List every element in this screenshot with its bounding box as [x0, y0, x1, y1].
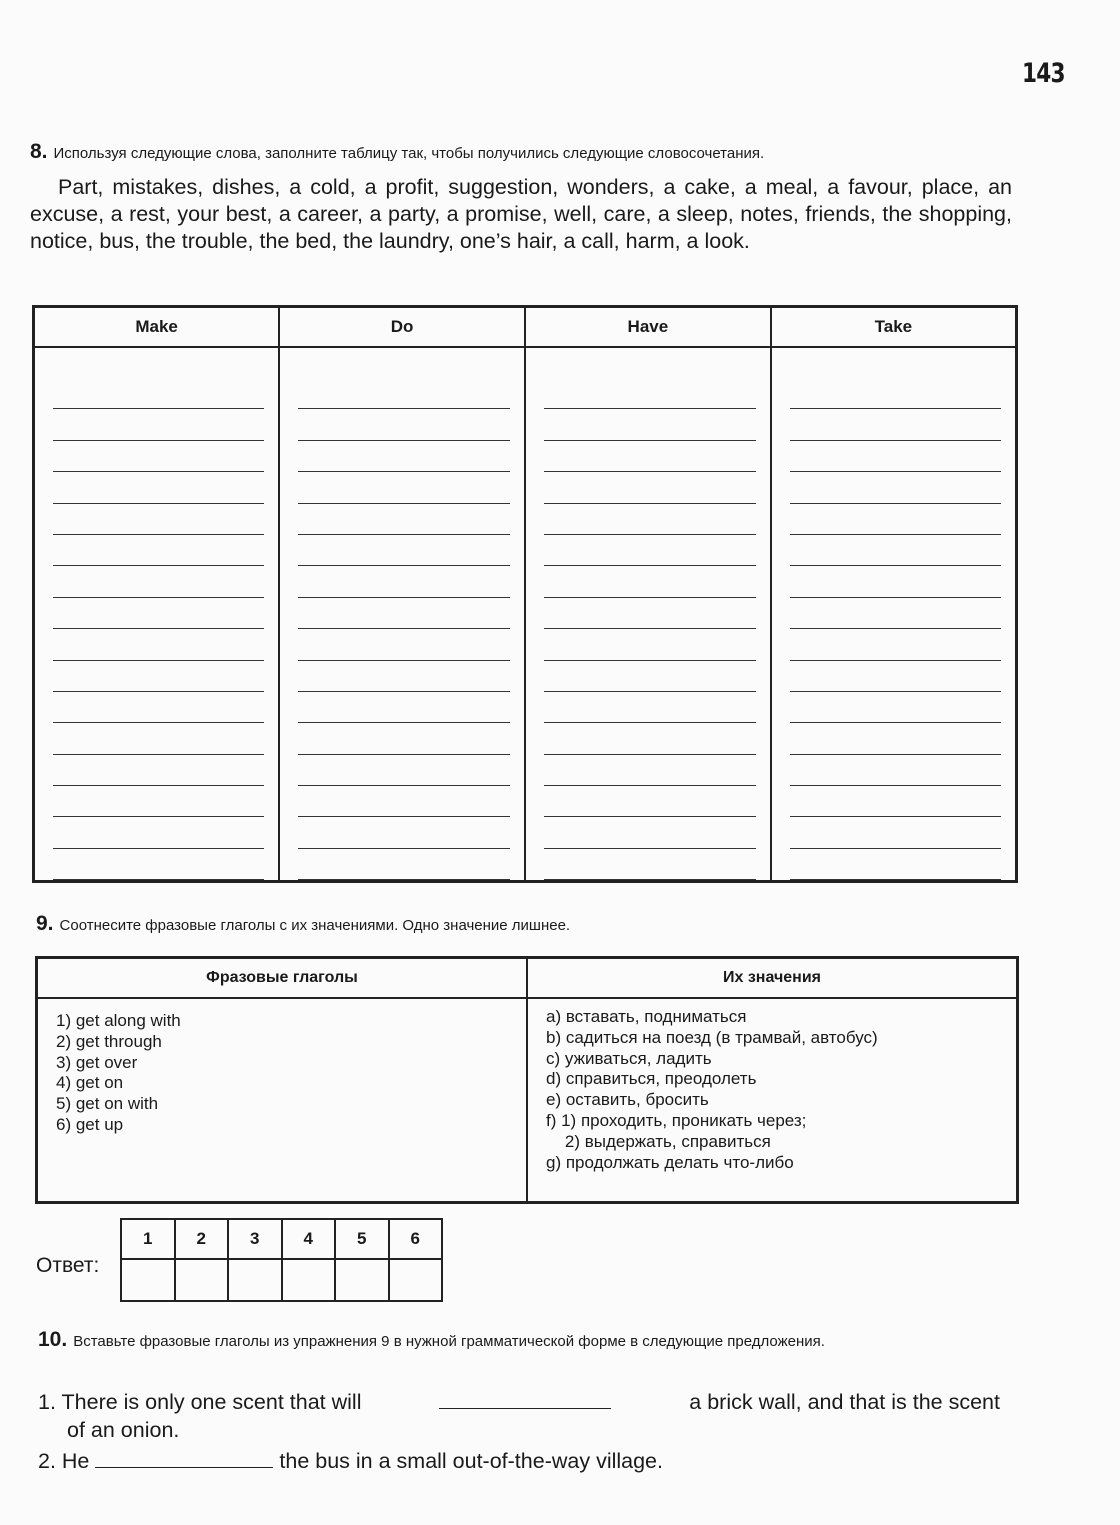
task9-instruction: Соотнесите фразовые глаголы с их значениями. Одно значение лишнее. — [59, 917, 571, 934]
answer-line[interactable] — [790, 817, 1001, 848]
answer-line[interactable] — [790, 472, 1001, 503]
verb-item: 3) get over — [56, 1052, 138, 1072]
answer-col-header: 2 — [175, 1219, 229, 1259]
verb-item: 1) get along with — [56, 1011, 181, 1030]
column-make: Make — [34, 307, 280, 348]
answer-line[interactable] — [53, 441, 264, 472]
answer-line[interactable] — [53, 692, 264, 723]
answer-line[interactable] — [53, 535, 264, 566]
answer-line[interactable] — [544, 723, 756, 754]
answer-grid — [120, 1218, 443, 1302]
task9-heading — [36, 912, 570, 936]
answer-lines — [280, 348, 524, 880]
page-number: 143 — [1022, 58, 1065, 89]
answer-line[interactable] — [544, 472, 756, 503]
answer-cell[interactable] — [335, 1259, 389, 1301]
answer-line[interactable] — [298, 598, 510, 629]
answer-line[interactable] — [790, 441, 1001, 472]
collocation-table — [32, 305, 1018, 883]
verb-item: 4) get on — [56, 1073, 124, 1093]
task9-number: 9. — [36, 912, 54, 935]
meaning-item: a) вставать, подниматься — [546, 1007, 747, 1026]
do-answer-cell[interactable] — [279, 347, 525, 882]
answer-line[interactable] — [544, 786, 756, 817]
answer-line[interactable] — [53, 504, 264, 535]
take-answer-cell[interactable] — [771, 347, 1017, 882]
answer-line[interactable] — [53, 566, 264, 597]
answer-line[interactable] — [544, 692, 756, 723]
sentence-1-start: 1. There is only one scent that will — [38, 1390, 362, 1414]
answer-line[interactable] — [298, 409, 510, 440]
answer-line[interactable] — [790, 566, 1001, 597]
answer-cell[interactable] — [389, 1259, 443, 1301]
answer-line[interactable] — [544, 441, 756, 472]
answer-line[interactable] — [53, 755, 264, 786]
answer-line[interactable] — [298, 723, 510, 754]
answer-cell[interactable] — [121, 1259, 175, 1301]
meanings-cell — [527, 998, 1018, 1203]
meaning-item: d) справиться, преодолеть — [546, 1069, 757, 1089]
answer-line[interactable] — [790, 504, 1001, 535]
verb-item: 5) get on with — [56, 1094, 159, 1114]
column-take: Take — [771, 307, 1017, 348]
sentence-2-start: 2. He — [38, 1449, 90, 1473]
answer-line[interactable] — [53, 661, 264, 692]
sentence-2 — [38, 1447, 663, 1475]
task8-number: 8. — [30, 140, 48, 163]
answer-cell[interactable] — [175, 1259, 229, 1301]
blank-1[interactable] — [439, 1392, 611, 1409]
answer-line[interactable] — [298, 441, 510, 472]
meaning-item: e) оставить, бросить — [546, 1090, 709, 1110]
answer-line[interactable] — [53, 817, 264, 848]
answer-line[interactable] — [544, 378, 756, 409]
word-list: Part, mistakes, dishes, a cold, a profit, suggestion, wonders, a cake, a meal, a favour, place, an excuse, a rest, your best, a career, a party, a promise, well, care, a sleep, notes, friends, the shopping, notice, bus, the trouble, the bed, the laundry, one’s hair, a call, harm, a look. — [30, 175, 1012, 253]
task8-instruction: Используя следующие слова, заполните таблицу так, чтобы получились следующие словосочетания. — [53, 145, 765, 162]
answer-line[interactable] — [544, 535, 756, 566]
column-do: Do — [279, 307, 525, 348]
answer-line[interactable] — [298, 849, 510, 880]
answer-line[interactable] — [544, 849, 756, 880]
answer-line[interactable] — [544, 755, 756, 786]
answer-line[interactable] — [298, 755, 510, 786]
answer-line[interactable] — [544, 409, 756, 440]
answer-line[interactable] — [790, 692, 1001, 723]
answer-line[interactable] — [544, 598, 756, 629]
blank-2[interactable] — [95, 1451, 273, 1468]
answer-line[interactable] — [790, 723, 1001, 754]
answer-line[interactable] — [790, 755, 1001, 786]
answer-line[interactable] — [298, 786, 510, 817]
phrasal-verbs-header: Фразовые глаголы — [37, 958, 528, 999]
answer-col-header: 1 — [121, 1219, 175, 1259]
sentence-1-end: a brick wall, and that is the scent — [689, 1390, 1000, 1414]
answer-line[interactable] — [790, 598, 1001, 629]
answer-line[interactable] — [53, 409, 264, 440]
answer-cell[interactable] — [228, 1259, 282, 1301]
answer-line[interactable] — [53, 629, 264, 660]
answer-line[interactable] — [790, 535, 1001, 566]
answer-line[interactable] — [544, 661, 756, 692]
make-answer-cell[interactable] — [34, 347, 280, 882]
answer-line[interactable] — [544, 629, 756, 660]
answer-line[interactable] — [790, 849, 1001, 880]
verb-item: 6) get up — [56, 1114, 124, 1134]
answer-line[interactable] — [298, 472, 510, 503]
answer-col-header: 6 — [389, 1219, 443, 1259]
answer-line[interactable] — [790, 629, 1001, 660]
meaning-item: b) садиться на поезд (в трамвай, автобус) — [546, 1027, 878, 1047]
sentence-2-end: the bus in a small out-of-the-way village. — [279, 1449, 663, 1473]
answer-line[interactable] — [298, 817, 510, 848]
meaning-item: 2) выдержать, справиться — [546, 1131, 771, 1151]
answer-lines — [526, 348, 770, 880]
column-have: Have — [525, 307, 771, 348]
answer-line[interactable] — [53, 849, 264, 880]
meanings-header: Их значения — [527, 958, 1018, 999]
answer-line[interactable] — [53, 472, 264, 503]
have-answer-cell[interactable] — [525, 347, 771, 882]
meaning-item: c) уживаться, ладить — [546, 1048, 712, 1068]
answer-line[interactable] — [298, 378, 510, 409]
task8-heading — [30, 140, 764, 164]
answer-line[interactable] — [298, 661, 510, 692]
answer-line[interactable] — [544, 566, 756, 597]
sentence-1 — [38, 1388, 1000, 1444]
phrasal-verbs-table — [35, 956, 1019, 1204]
answer-lines — [772, 348, 1015, 880]
task10-number: 10. — [38, 1328, 68, 1351]
answer-line[interactable] — [53, 786, 264, 817]
answer-line[interactable] — [790, 378, 1001, 409]
answer-line[interactable] — [298, 692, 510, 723]
answer-col-header: 5 — [335, 1219, 389, 1259]
meaning-item: g) продолжать делать что-либо — [546, 1152, 794, 1172]
answer-line[interactable] — [790, 786, 1001, 817]
verb-item: 2) get through — [56, 1031, 162, 1051]
answer-col-header: 3 — [228, 1219, 282, 1259]
answer-line[interactable] — [298, 629, 510, 660]
answer-label: Ответ: — [36, 1254, 100, 1277]
answer-line[interactable] — [298, 566, 510, 597]
answer-col-header: 4 — [282, 1219, 336, 1259]
answer-cell[interactable] — [282, 1259, 336, 1301]
answer-line[interactable] — [544, 504, 756, 535]
answer-line[interactable] — [53, 598, 264, 629]
answer-line[interactable] — [544, 817, 756, 848]
verbs-cell — [37, 998, 528, 1203]
answer-line[interactable] — [298, 535, 510, 566]
answer-line[interactable] — [53, 378, 264, 409]
answer-line[interactable] — [790, 661, 1001, 692]
meaning-item: f) 1) проходить, проникать через; — [546, 1110, 807, 1130]
answer-line[interactable] — [298, 504, 510, 535]
sentence-1-continuation: of an onion. — [67, 1418, 180, 1442]
answer-lines — [35, 348, 278, 880]
answer-line[interactable] — [790, 409, 1001, 440]
task10-heading — [38, 1330, 998, 1352]
task10-instruction: Вставьте фразовые глаголы из упражнения 9 в нужной грамматической форме в следующие предложения. — [73, 1333, 825, 1350]
answer-line[interactable] — [53, 723, 264, 754]
